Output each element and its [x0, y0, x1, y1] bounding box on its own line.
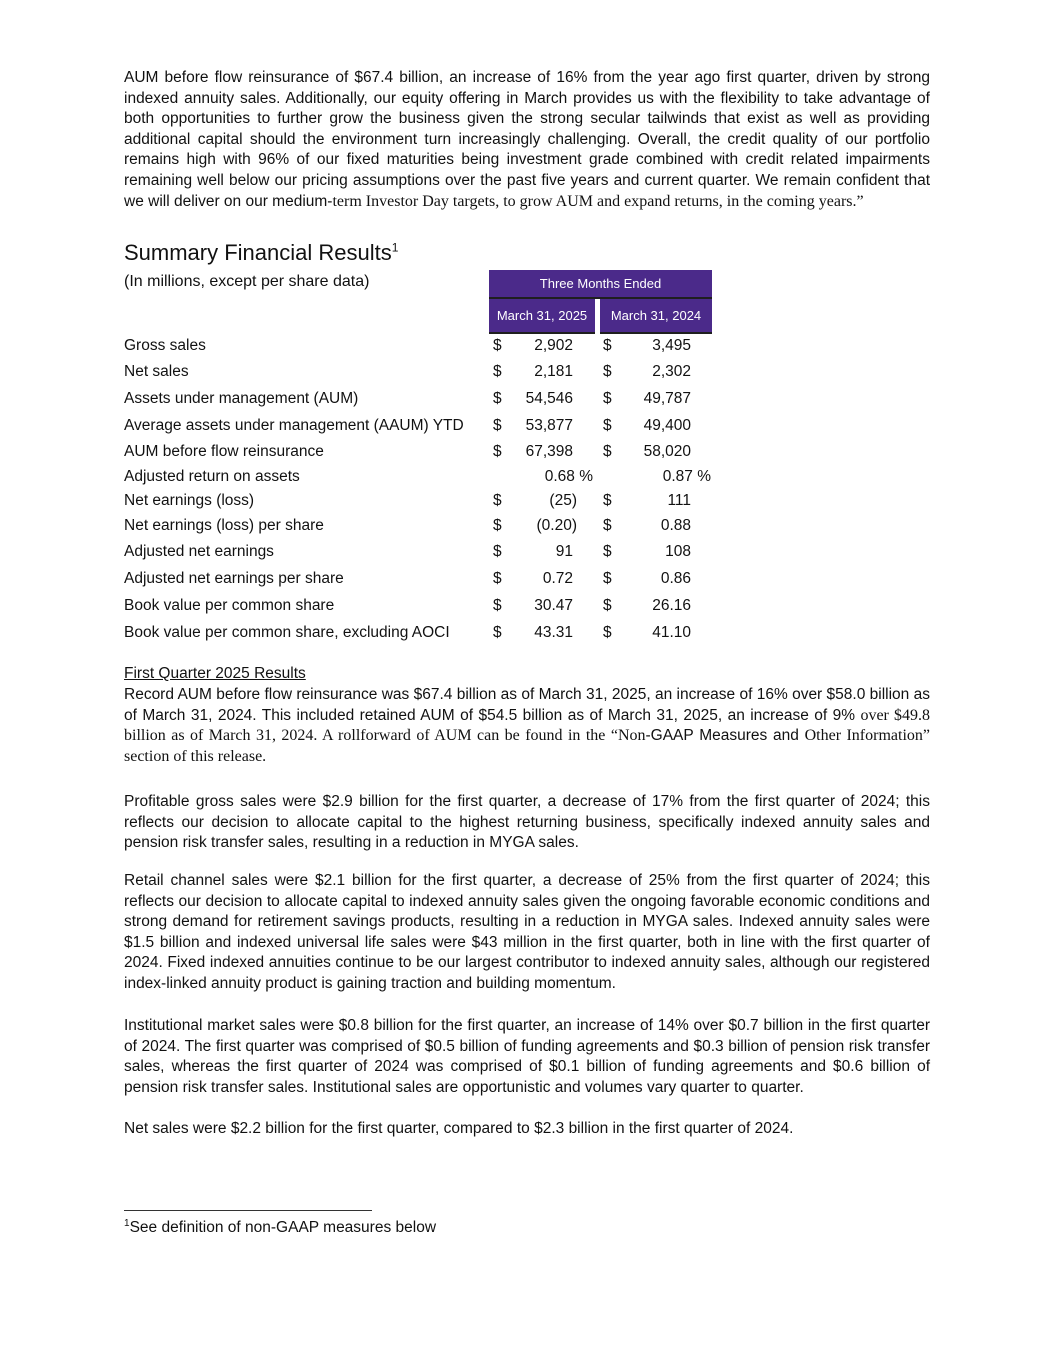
currency-symbol: $ [603, 492, 612, 509]
currency-symbol: $ [493, 570, 502, 587]
table-row [0, 492, 1055, 514]
column-header-2025: March 31, 2025 [489, 299, 595, 334]
table-row [0, 624, 1055, 646]
intro-text: AUM before flow reinsurance of $67.4 billion, an increase of 16% from the year ago first quarter, driven by strong indexed annuity sales. Additionally, our equity offering in March provides us with the flexibility to take advantage of both opportunities to further grow the business given the strong secular tailwinds that exist as well as providing additional capital should the environment turn increasingly challenging. Overall, the credit quality of our portfolio remains high with 96% of our fixed maturities being investment grade combined with credit related impairments remaining well below our pricing assumptions over the past five years and current quarter. We remain confident that we will deliver on our medium- [124, 69, 930, 210]
para1-text-2: -GAAP Measures and [645, 727, 805, 745]
table-row [0, 390, 1055, 412]
results-paragraph-aum [124, 685, 930, 767]
currency-symbol: $ [493, 417, 502, 434]
summary-title-footnote-mark: 1 [391, 240, 399, 255]
currency-symbol: $ [603, 597, 612, 614]
value-2024: 49,787 [643, 390, 691, 407]
value-2024: 0.87 % [662, 468, 711, 485]
row-label: Adjusted return on assets [124, 468, 300, 485]
value-2025: 53,877 [525, 417, 573, 434]
value-2024: 49,400 [643, 417, 691, 434]
row-label: AUM before flow reinsurance [124, 443, 324, 460]
value-2024: 111 [667, 492, 691, 509]
row-label: Adjusted net earnings per share [124, 570, 344, 587]
row-label: Book value per common share [124, 597, 335, 614]
footnote [124, 1218, 436, 1237]
value-2024: 108 [665, 543, 691, 560]
table-row [0, 543, 1055, 565]
row-label: Net earnings (loss) per share [124, 517, 324, 534]
footnote-mark: 1 [124, 1218, 130, 1229]
value-2024: 0.86 [660, 570, 691, 587]
currency-symbol: $ [493, 390, 502, 407]
value-2025: 91 [555, 543, 573, 560]
currency-symbol: $ [493, 543, 502, 560]
table-row [0, 443, 1055, 465]
value-2024: 0.88 [660, 517, 691, 534]
table-row [0, 570, 1055, 592]
footnote-divider [124, 1210, 372, 1211]
results-paragraph-net-sales: Net sales were $2.2 billion for the first quarter, compared to $2.3 billion in the first quarter of 2024. [124, 1120, 794, 1137]
table-row [0, 337, 1055, 359]
currency-symbol: $ [603, 417, 612, 434]
value-2025: 0.72 [542, 570, 573, 587]
summary-title [124, 240, 398, 266]
summary-subtitle: (In millions, except per share data) [124, 273, 370, 290]
value-2025: (0.20) [536, 517, 577, 534]
results-heading: First Quarter 2025 Results [124, 665, 306, 682]
row-label: Gross sales [124, 337, 206, 354]
results-paragraph-retail: Retail channel sales were $2.1 billion for the first quarter, a decrease of 25% from the first quarter of 2024; this reflects our decision to allocate capital to indexed annuity sales given the ongoing favorable economic conditions and strong demand for retirement savings products, resulting in a reduction in MYGA sales. Indexed annuity sales were $1.5 billion and indexed universal life sales were $43 million in the first quarter, both in line with the first quarter of 2024. Fixed indexed annuities continue to be our largest contributor to indexed annuity sales, although our registered index-linked annuity product is gaining traction and building momentum. [124, 872, 930, 992]
row-label: Net sales [124, 363, 189, 380]
value-2025: (25) [549, 492, 577, 509]
value-2024: 41.10 [652, 624, 691, 641]
column-header-2024: March 31, 2024 [600, 299, 712, 334]
currency-symbol: $ [603, 543, 612, 560]
value-2024: 2,302 [652, 363, 691, 380]
value-2024: 58,020 [643, 443, 691, 460]
currency-symbol: $ [603, 337, 612, 354]
value-2025: 0.68 % [544, 468, 593, 485]
row-label: Net earnings (loss) [124, 492, 255, 509]
table-row [0, 363, 1055, 385]
value-2024: 26.16 [652, 597, 691, 614]
row-label: Book value per common share, excluding AOCI [124, 624, 450, 641]
currency-symbol: $ [493, 337, 502, 354]
para1-text-serif-2: Other Information” section of this release. [124, 727, 931, 765]
intro-paragraph [124, 68, 930, 212]
value-2025: 43.31 [534, 624, 573, 641]
currency-symbol: $ [493, 597, 502, 614]
currency-symbol: $ [603, 363, 612, 380]
row-label: Adjusted net earnings [124, 543, 274, 560]
period-header: Three Months Ended [489, 270, 712, 299]
row-label: Average assets under management (AAUM) YTD [124, 417, 464, 434]
value-2024: 3,495 [652, 337, 691, 354]
currency-symbol: $ [493, 624, 502, 641]
value-2025: 67,398 [525, 443, 573, 460]
para1-text-serif: over $49.8 billion as of March 31, 2024. A rollforward of AUM can be found in the “Non [124, 706, 931, 745]
currency-symbol: $ [493, 443, 502, 460]
row-label: Assets under management (AUM) [124, 390, 359, 407]
value-2025: 2,902 [534, 337, 573, 354]
currency-symbol: $ [603, 443, 612, 460]
para1-text: Record AUM before flow reinsurance was $67.4 billion as of March 31, 2025, an increase of 16% over $58.0 billion as of March 31, 2024. This included retained AUM of $54.5 billion as of March 31, 2025, an increase of 9% [124, 686, 930, 724]
currency-symbol: $ [493, 517, 502, 534]
value-2025: 54,546 [525, 390, 573, 407]
currency-symbol: $ [493, 363, 502, 380]
currency-symbol: $ [603, 624, 612, 641]
value-2025: 2,181 [534, 363, 573, 380]
intro-text-serif: term Investor Day targets, to grow AUM and expand returns, in the coming years.” [332, 192, 864, 210]
currency-symbol: $ [603, 390, 612, 407]
currency-symbol: $ [603, 570, 612, 587]
table-row [0, 468, 1055, 490]
table-row [0, 417, 1055, 439]
value-2025: 30.47 [534, 597, 573, 614]
currency-symbol: $ [493, 492, 502, 509]
results-paragraph-gross-sales: Profitable gross sales were $2.9 billion for the first quarter, a decrease of 17% from the first quarter of 2024; this reflects our decision to allocate capital to the highest returning business, specifically indexed annuity sales and pension risk transfer sales, resulting in a reduction in MYGA sales. [124, 793, 930, 852]
footnote-text: See definition of non-GAAP measures below [129, 1219, 437, 1237]
currency-symbol: $ [603, 517, 612, 534]
results-paragraph-institutional: Institutional market sales were $0.8 billion for the first quarter, an increase of 14% over $0.7 billion in the first quarter of 2024. The first quarter was comprised of $0.5 billion of funding agreements and $0.3 billion of pension risk transfer sales, whereas the first quarter of 2024 was comprised of $0.1 billion of funding agreements and $0.6 billion of pension risk transfer sales. Institutional sales are opportunistic and volumes vary quarter to quarter. [124, 1017, 930, 1096]
table-row [0, 597, 1055, 619]
table-row [0, 517, 1055, 539]
summary-title-text: Summary Financial Results [124, 240, 392, 265]
